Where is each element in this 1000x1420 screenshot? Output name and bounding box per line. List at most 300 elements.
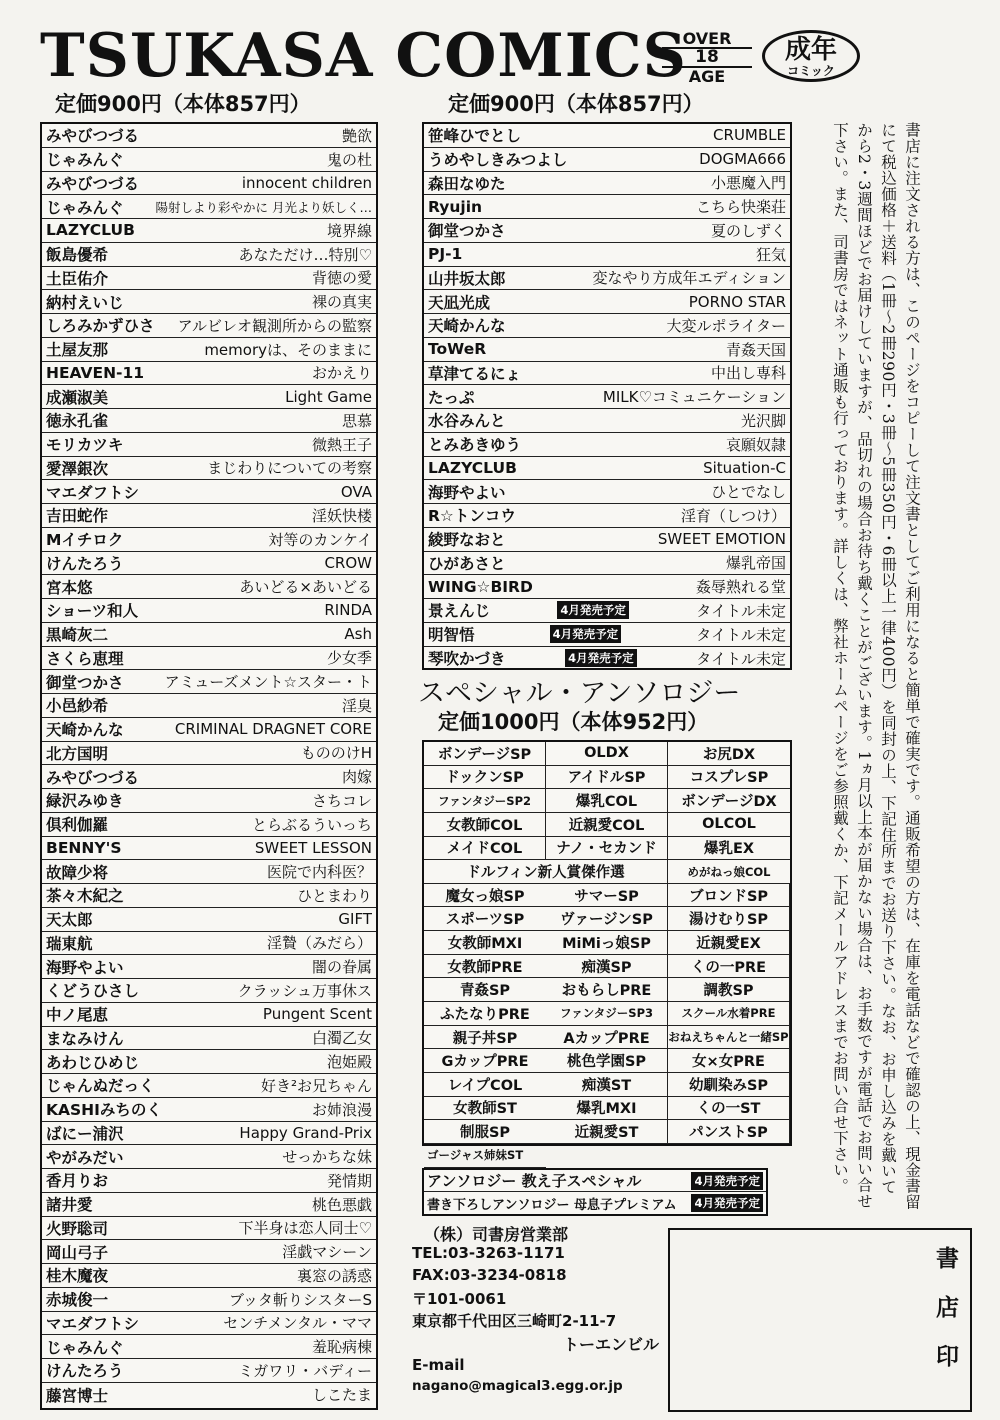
page-title: TSUKASA COMICS [40, 21, 687, 91]
book-title: 中出し専科 [710, 364, 786, 383]
list-item [42, 1264, 376, 1288]
author-name: BENNY'S [46, 838, 122, 857]
anthology-item: GカップPRE [424, 1049, 546, 1073]
author-name: 成瀬淑美 [46, 388, 109, 407]
author-name: HEAVEN-11 [46, 363, 145, 382]
author-name: さくら恵理 [46, 649, 124, 668]
anthology-item: 爆乳COL [546, 789, 668, 813]
author-name: 御堂つかさ [46, 673, 124, 692]
list-item [42, 290, 376, 314]
anthology-item: 桃色学園SP [546, 1049, 668, 1073]
book-title: 艶欲 [341, 126, 372, 145]
book-title: アルビレオ観測所からの監察 [177, 316, 372, 335]
author-name: 山井坂太郎 [428, 269, 506, 288]
list-item [42, 504, 376, 528]
list-item [42, 837, 376, 861]
list-item [424, 480, 790, 504]
postal-code: 〒101-0061 [412, 1290, 507, 1308]
book-title: memoryは、そのままに [204, 340, 372, 359]
book-title: SWEET EMOTION [657, 530, 786, 549]
list-item [42, 718, 376, 742]
anthology-item: ゴージャス姉妹ST [424, 1144, 546, 1168]
list-item [424, 575, 790, 599]
author-name: やがみだい [46, 1148, 124, 1167]
list-item [42, 979, 376, 1003]
email-label: E-mail [412, 1356, 465, 1374]
author-name: 綾野なおと [428, 531, 506, 550]
list-item [42, 647, 376, 671]
book-title: 光沢脚 [740, 411, 786, 430]
list-item [42, 1050, 376, 1074]
release-badge: 4月発売予定 [691, 1194, 763, 1212]
author-name: 宮本悠 [46, 578, 93, 597]
book-title: Light Game [285, 387, 372, 406]
author-name: 琴吹かづき [428, 650, 506, 669]
author-name: WING☆BIRD [428, 577, 533, 596]
list-item [42, 433, 376, 457]
book-title: 爆乳帝国 [725, 554, 786, 573]
adult-badge-main: 成年 [784, 35, 837, 65]
book-title: さちコレ [311, 791, 372, 810]
anthology-item: 痴漢SP [546, 955, 668, 979]
author-name: LAZYCLUB [428, 458, 517, 477]
book-title: 少女季 [326, 649, 372, 668]
anthology-item: ふたなりPRE [424, 1002, 546, 1026]
list-item [42, 314, 376, 338]
list-item [42, 1335, 376, 1359]
list-item [42, 1122, 376, 1146]
list-item [42, 884, 376, 908]
author-name: 海野やよい [46, 958, 124, 977]
list-item [424, 195, 790, 219]
anthology-item: 爆乳MXI [546, 1097, 668, 1121]
book-title: GIFT [338, 910, 372, 929]
author-name: 天太郎 [46, 911, 93, 930]
list-item [42, 1288, 376, 1312]
list-item [42, 1098, 376, 1122]
author-name: 徳永孔雀 [46, 412, 109, 431]
book-title: クラッシュ万事休ス [237, 981, 372, 1000]
age-number: 18 [662, 47, 752, 68]
author-name: 吉田蛇作 [46, 507, 109, 526]
book-title: 羞恥病棟 [311, 1338, 372, 1357]
book-title: Pungent Scent [262, 1005, 372, 1024]
book-title: 対等のカンケイ [268, 530, 372, 549]
list-item [424, 599, 790, 623]
author-name: みやびつづる [46, 768, 140, 787]
list-item [42, 908, 376, 932]
author-name: 天崎かんな [46, 721, 124, 740]
book-title: タイトル未定 [696, 625, 786, 644]
author-name: 天凪光成 [428, 293, 491, 312]
anthology-item: ファンタジーSP2 [424, 789, 546, 813]
book-title: ミガワリ・バディー [238, 1361, 372, 1380]
list-item [42, 670, 376, 694]
address: 東京都千代田区三崎町2-11-7 [412, 1312, 617, 1330]
anthology-item: ドルフィン新人賞傑作選 [424, 860, 668, 884]
book-title: 泡姫殿 [326, 1053, 372, 1072]
author-name: ショーツ和人 [46, 602, 139, 621]
anthology-item: ドックンSP [424, 766, 546, 790]
author-name: 北方国明 [46, 744, 109, 763]
release-badge: 4月発売予定 [550, 625, 622, 643]
book-title: 大変ルポライター [666, 316, 786, 335]
author-name: 土臣佑介 [46, 269, 109, 288]
anthology-item: 調教SP [668, 978, 790, 1002]
author-name: ToWeR [428, 340, 487, 359]
list-item [42, 1003, 376, 1027]
list-item [42, 1193, 376, 1217]
author-name: 桂木魔夜 [46, 1267, 109, 1286]
author-name: 土屋友那 [46, 341, 109, 360]
left-title-list [40, 122, 378, 1410]
release-badge: 4月発売予定 [691, 1172, 763, 1190]
book-title: 小悪魔入門 [710, 174, 786, 193]
anthology-item: 魔女っ娘SP [424, 884, 546, 908]
anthology-row [424, 1192, 766, 1214]
list-item [42, 742, 376, 766]
author-name: 火野聡司 [46, 1219, 109, 1238]
book-title: 鬼の杜 [326, 150, 372, 169]
book-title: 変なやり方成年エディション [592, 269, 786, 288]
age-label: AGE [688, 67, 726, 86]
release-badge: 4月発売予定 [565, 649, 637, 667]
anthology-item: レイプCOL [424, 1073, 546, 1097]
author-name: じゃみんぐ [46, 198, 124, 217]
anthology-item: 女教師MXI [424, 931, 546, 955]
list-item [42, 1359, 376, 1383]
list-item [424, 433, 790, 457]
anthology-item: 痴漢ST [546, 1073, 668, 1097]
anthology-upcoming-box [422, 1168, 768, 1216]
list-item [424, 528, 790, 552]
list-item [42, 338, 376, 362]
anthology-item: めがねっ娘COL [668, 860, 790, 884]
book-title: 姦辱熟れる堂 [695, 578, 786, 597]
anthology-item: 湯けむりSP [668, 907, 790, 931]
anthology-item: 幼馴染みSP [668, 1073, 790, 1097]
book-title: 淫臭 [341, 696, 372, 715]
list-item [42, 932, 376, 956]
book-title: 淫妖快楼 [311, 506, 372, 525]
list-item [42, 385, 376, 409]
anthology-item: おもらしPRE [546, 978, 668, 1002]
book-title: あなただけ…特別♡ [238, 245, 372, 264]
book-title: 裸の真実 [311, 293, 372, 312]
adult-badge-sub: コミック [787, 64, 835, 78]
list-item [42, 243, 376, 267]
author-name: 藤宮博士 [46, 1386, 109, 1405]
book-title: まじわりについての考察 [207, 459, 372, 478]
author-name: 森田なゆた [428, 174, 506, 193]
special-anthology-price: 定価1000円（本体952円） [438, 710, 709, 734]
list-item [424, 338, 790, 362]
price-left: 定価900円（本体857円） [55, 92, 311, 116]
anthology-item: 女教師ST [424, 1097, 546, 1121]
author-name: うめやしきみつよし [428, 151, 568, 170]
author-name: けんたろう [46, 1362, 124, 1381]
anthology-item: OLDX [546, 742, 668, 766]
anthology-item: パンストSP [668, 1120, 790, 1144]
anthology-row [424, 1170, 766, 1192]
list-item [42, 1383, 376, 1407]
book-title: DOGMA666 [699, 150, 786, 169]
list-item [424, 552, 790, 576]
anthology-item: AカップPRE [546, 1026, 668, 1050]
list-item [424, 219, 790, 243]
book-title: せっかちな妹 [282, 1148, 372, 1167]
anthology-item: ヴァージンSP [546, 907, 668, 931]
author-name: ばにー浦沢 [46, 1124, 124, 1143]
author-name: Mイチロク [46, 531, 124, 550]
list-item [42, 599, 376, 623]
book-title: ひとまわり [296, 886, 372, 905]
author-name: じゃんぬだっく [46, 1077, 155, 1096]
author-name: KASHIみちのく [46, 1101, 162, 1120]
over-18-mark [662, 30, 752, 84]
anthology-item: ボンデージSP [424, 742, 546, 766]
anthology-item: くの一PRE [668, 955, 790, 979]
book-title: PORNO STAR [688, 292, 786, 311]
author-name: 愛澤銀次 [46, 459, 109, 478]
list-item [42, 457, 376, 481]
list-item [42, 789, 376, 813]
author-name: 天崎かんな [428, 317, 506, 336]
author-name: 水谷みんと [428, 412, 506, 431]
list-item [424, 409, 790, 433]
list-item [42, 575, 376, 599]
author-name: モリカツキ [46, 436, 124, 455]
book-title: 裏窓の誘惑 [296, 1266, 372, 1285]
list-item [42, 694, 376, 718]
list-item [42, 528, 376, 552]
book-title: 哀願奴隷 [725, 435, 786, 454]
author-name: マエダフトシ [46, 1314, 140, 1333]
list-item [424, 362, 790, 386]
author-name: 飯島優希 [46, 246, 109, 265]
list-item [424, 267, 790, 291]
anthology-item: 青姦SP [424, 978, 546, 1002]
book-title: ひとでなし [710, 483, 786, 502]
list-item [42, 124, 376, 148]
author-name: しろみかずひさ [46, 317, 155, 336]
anthology-item: ブロンドSP [668, 884, 790, 908]
author-name: みやびつづる [46, 174, 140, 193]
book-title: 桃色悪戯 [311, 1195, 372, 1214]
author-name: 小邑紗希 [46, 697, 109, 716]
list-item [42, 148, 376, 172]
anthology-item: お尻DX [668, 742, 790, 766]
anthology-item: 女教師COL [424, 813, 546, 837]
author-name: じゃみんぐ [46, 1338, 124, 1357]
list-item [424, 385, 790, 409]
author-name: みやびつづる [46, 127, 140, 146]
bookstore-stamp-box [668, 1228, 972, 1412]
author-name: けんたろう [46, 554, 124, 573]
author-name: LAZYCLUB [46, 221, 135, 240]
author-name: 中ノ尾恵 [46, 1006, 109, 1025]
book-title: 狂気 [755, 245, 786, 264]
list-item [42, 1312, 376, 1336]
author-name: 草津てるにょ [428, 364, 521, 383]
anthology-item: 親子丼SP [424, 1026, 546, 1050]
list-item [42, 172, 376, 196]
author-name: たっぷ [428, 388, 475, 407]
author-name: 御堂つかさ [428, 222, 506, 241]
book-title: RINDA [324, 601, 372, 620]
book-title: 陽射しより彩やかに 月光より妖しく… [155, 199, 372, 215]
book-title: おかえり [311, 364, 372, 383]
book-title: あいどる×あいどる [239, 578, 372, 597]
book-title: とらぶるういっち [251, 815, 372, 834]
list-item [42, 1169, 376, 1193]
email-address: nagano@magical3.egg.or.jp [412, 1378, 623, 1394]
book-title: 肉嫁 [341, 768, 372, 787]
anthology-item: スクール水着PRE [668, 1002, 790, 1026]
book-title: お姉浪漫 [311, 1100, 372, 1119]
anthology-item: サマーSP [546, 884, 668, 908]
list-item [42, 1217, 376, 1241]
book-title: Happy Grand-Prix [239, 1123, 372, 1142]
anthology-item: 女教師PRE [424, 955, 546, 979]
anthology-item: 近親愛COL [546, 813, 668, 837]
author-name: 黒崎灰二 [46, 626, 109, 645]
list-item [42, 860, 376, 884]
anthology-item: アイドルSP [546, 766, 668, 790]
book-title: 微熱王子 [311, 435, 372, 454]
list-item [42, 552, 376, 576]
author-name: Ryujin [428, 197, 483, 216]
author-name: 景えんじ [428, 602, 491, 621]
author-name: 瑞東航 [46, 934, 93, 953]
book-title: タイトル未定 [696, 649, 786, 668]
list-item [424, 172, 790, 196]
anthology-item: 女×女PRE [668, 1049, 790, 1073]
author-name: 諸井愛 [46, 1196, 93, 1215]
book-title: しこたま [311, 1386, 372, 1405]
release-badge: 4月発売予定 [557, 601, 629, 619]
author-name: 故障少将 [46, 863, 109, 882]
company-name: （株）司書房営業部 [424, 1225, 569, 1244]
book-title: もののけH [300, 744, 372, 763]
book-title: 医院で内科医？ [266, 863, 372, 882]
book-title: 境界線 [326, 221, 372, 240]
anthology-item: 近親愛EX [668, 931, 790, 955]
list-item [424, 504, 790, 528]
list-item [424, 457, 790, 481]
author-name: 緑沢みゆき [46, 792, 124, 811]
anthology-item: ファンタジーSP3 [546, 1002, 668, 1026]
list-item [42, 1145, 376, 1169]
book-title: こちら快楽荘 [695, 198, 786, 217]
author-name: くどうひさし [46, 982, 140, 1001]
book-title: 淫戯マシーン [282, 1243, 372, 1262]
book-title: Ash [344, 625, 372, 644]
adult-comic-badge [762, 30, 860, 82]
book-title: 好き²お兄ちゃん [260, 1076, 372, 1095]
book-title: 闇の眷属 [311, 958, 372, 977]
author-name: マエダフトシ [46, 483, 140, 502]
book-title: 夏のしずく [710, 221, 786, 240]
over-label: OVER [682, 29, 732, 48]
anthology-title: アンソロジー 教え子スペシャル [427, 1172, 642, 1190]
order-notice: 書店に注文される方は、このページをコピーして注文書としてご利用になると簡単で確実です。通販希望の方は、在庫を電話などで確認の上、現金書留にて税込価格＋送料（1冊〜2冊290円・3冊〜5冊350円・6冊以上一律400円）を同封の上、下記住所までお送り下さい。なお、お申し込みを戴いてから2・3週間ほどでお届けしていますが、品切れの場合お待ち戴くことがございます。1ヵ月以上本が届かない場合は、お手数ですが電話でお問い合せ下さい。また、司書房ではネット通販も行っております。詳しくは、弊社ホームページをご参照戴くか、下記メールアドレスまでお問い合せ下さい。 [831, 122, 921, 1210]
anthology-title: 書き下ろしアンソロジー 母息子プレミアム [427, 1197, 677, 1213]
book-title: 淫贄（みだら） [266, 934, 372, 953]
list-item [42, 1027, 376, 1051]
list-item [424, 290, 790, 314]
book-title: Situation-C [703, 458, 786, 477]
author-name: とみあきゆう [428, 436, 522, 455]
list-item [42, 623, 376, 647]
author-name: 香月りお [46, 1172, 109, 1191]
author-name: 笹峰ひでとし [428, 127, 522, 146]
book-title: CRUMBLE [713, 126, 786, 145]
book-title: 淫育（しつけ） [680, 506, 786, 525]
anthology-item: OLCOL [668, 813, 790, 837]
author-name: 納村えいじ [46, 293, 124, 312]
right-title-list [422, 122, 792, 670]
author-name: 明智悟 [428, 626, 475, 645]
list-item [42, 813, 376, 837]
author-name: 海野やよい [428, 483, 506, 502]
special-anthology-title: スペシャル・アンソロジー [418, 678, 741, 709]
list-item [42, 480, 376, 504]
anthology-item: メイドCOL [424, 837, 546, 861]
list-item [42, 219, 376, 243]
author-name: 赤城俊一 [46, 1291, 109, 1310]
list-item [42, 267, 376, 291]
list-item [42, 195, 376, 219]
anthology-item: 制服SP [424, 1120, 546, 1144]
book-title: 青姦天国 [725, 340, 786, 359]
anthology-item: MiMiっ娘SP [546, 931, 668, 955]
list-item [424, 148, 790, 172]
list-item [42, 1074, 376, 1098]
book-title: センチメンタル・ママ [223, 1314, 372, 1333]
list-item [424, 647, 790, 671]
anthology-item: 爆乳EX [668, 837, 790, 861]
author-name: じゃみんぐ [46, 151, 124, 170]
phone-number: TEL:03-3263-1171 [412, 1244, 565, 1262]
book-title: 発情期 [326, 1171, 372, 1190]
list-item [424, 314, 790, 338]
stamp-label: 書店印 [932, 1246, 959, 1393]
author-name: まなみけん [46, 1029, 124, 1048]
book-title: OVA [340, 482, 372, 501]
author-name: PJ-1 [428, 245, 463, 264]
anthology-item: ボンデージDX [668, 789, 790, 813]
special-anthology-grid [422, 740, 792, 1163]
book-title: アミューズメント☆スター・ト [164, 673, 372, 692]
book-title: CROW [324, 553, 372, 572]
list-item [42, 765, 376, 789]
list-item [42, 955, 376, 979]
list-item [42, 409, 376, 433]
book-title: MILK♡コミュニケーション [602, 388, 786, 407]
list-item [424, 243, 790, 267]
book-title: タイトル未定 [696, 601, 786, 620]
anthology-item: ナノ・セカンド [546, 837, 668, 861]
book-title: SWEET LESSON [254, 838, 372, 857]
publisher-contact [412, 1222, 667, 1410]
building-name: トーエンビル [562, 1335, 659, 1354]
book-title: CRIMINAL DRAGNET CORE [174, 720, 372, 739]
list-item [424, 124, 790, 148]
price-right: 定価900円（本体857円） [448, 92, 704, 116]
book-title: 背徳の愛 [311, 269, 372, 288]
author-name: 倶利伽羅 [46, 816, 109, 835]
